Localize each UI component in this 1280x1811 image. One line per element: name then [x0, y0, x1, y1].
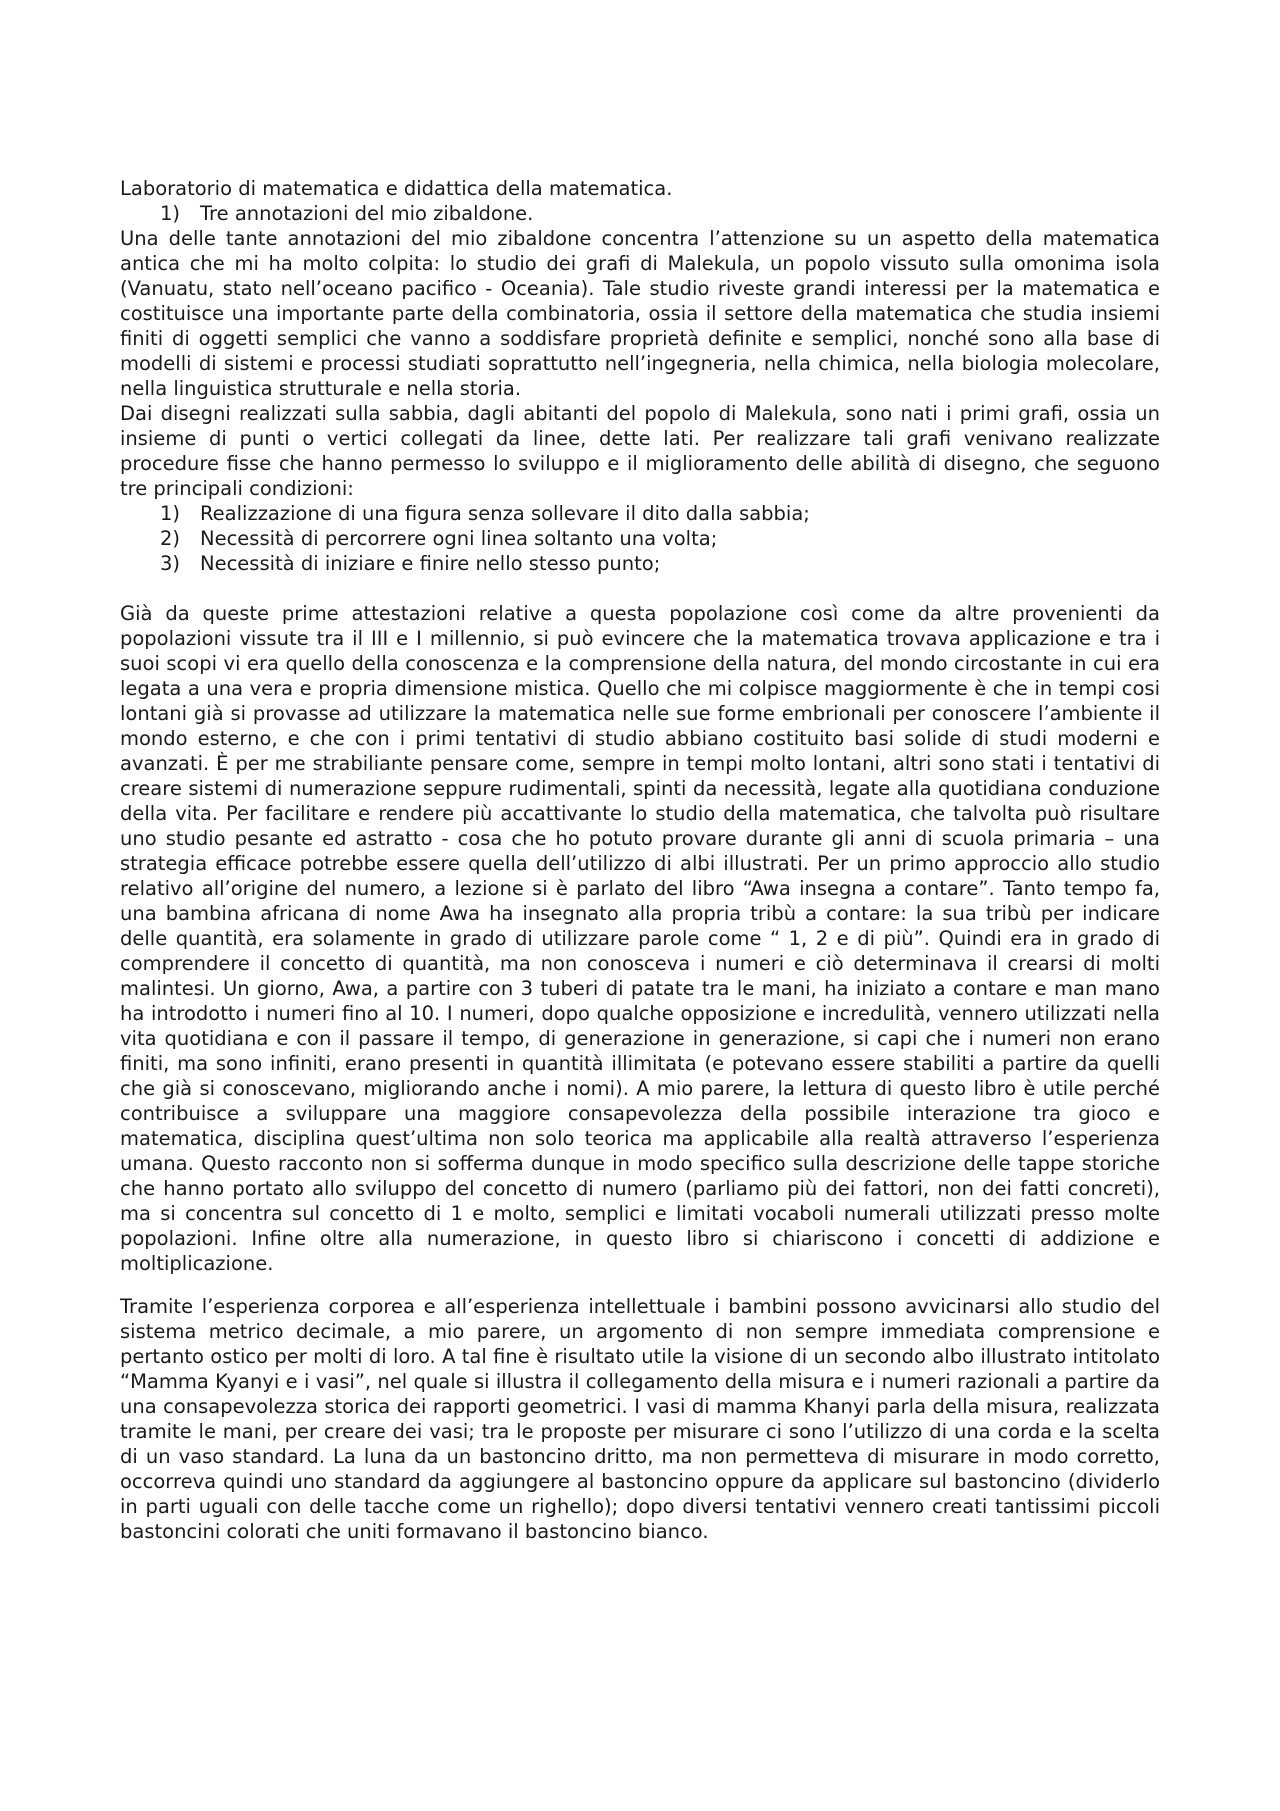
list-item-number: 3)	[160, 552, 181, 575]
paragraph-sand-drawings: Dai disegni realizzati sulla sabbia, dagli abitanti del popolo di Malekula, sono nati i primi grafi, ossia un insieme di punti o vertici collegati da linee, dette lati. Per realizzare tali grafi venivano realizzate procedure fisse che hanno permesso lo sviluppo e il miglioramento delle abilità di disegno, che seguono tre principali condizioni:	[120, 402, 1160, 500]
list-item-text: Necessità di iniziare e finire nello stesso punto;	[200, 552, 661, 575]
document-body	[120, 176, 1160, 1544]
paragraph-malekula-intro: Una delle tante annotazioni del mio zibaldone concentra l’attenzione su un aspetto della matematica antica che mi ha molto colpita: lo studio dei grafi di Malekula, un popolo vissuto sulla omonima isola (Vanuatu, stato nell’oceano pacifico - Oceania). Tale studio riveste grandi interessi per la matematica e costituisce una importante parte della combinatoria, ossia il settore della matematica che studia insiemi finiti di oggetti semplici che vanno a soddisfare proprietà definite e semplici, nonché sono alla base di modelli di sistemi e processi studiati soprattutto nell’ingegneria, nella chimica, nella biologia molecolare, nella linguistica strutturale e nella storia.	[120, 227, 1160, 400]
document-title: Laboratorio di matematica e didattica della matematica.	[120, 177, 673, 200]
list-item	[160, 526, 1160, 551]
section-number: 1)	[160, 202, 181, 225]
list-item-text: Necessità di percorrere ogni linea soltanto una volta;	[200, 527, 718, 550]
list-item-number: 2)	[160, 527, 181, 550]
section-heading	[120, 201, 1160, 226]
paragraph-khanyi-book: Tramite l’esperienza corporea e all’esperienza intellettuale i bambini possono avvicinarsi allo studio del sistema metrico decimale, a mio parere, un argomento di non sempre immediata comprensione e pertanto ostico per molti di loro. A tal fine è risultato utile la visione di un secondo albo illustrato intitolato “Mamma Kyanyi e i vasi”, nel quale si illustra il collegamento della misura e i numeri razionali a partire da una consapevolezza storica dei rapporti geometrici. I vasi di mamma Khanyi parla della misura, realizzata tramite le mani, per creare dei vasi; tra le proposte per misurare ci sono l’utilizzo di una corda e la scelta di un vaso standard. La luna da un bastoncino dritto, ma non permetteva di misurare in modo corretto, occorreva quindi uno standard da aggiungere al bastoncino oppure da applicare sul bastoncino (dividerlo in parti uguali con delle tacche come un righello); dopo diversi tentativi vennero creati tantissimi piccoli bastoncini colorati che uniti formavano il bastoncino bianco.	[120, 1295, 1160, 1543]
list-item	[160, 501, 1160, 526]
list-item	[160, 551, 1160, 576]
conditions-list	[120, 501, 1160, 576]
section-label: Tre annotazioni del mio zibaldone.	[200, 202, 534, 225]
list-item-number: 1)	[160, 502, 181, 525]
spacer	[120, 1276, 1160, 1294]
spacer	[120, 576, 1160, 601]
list-item-text: Realizzazione di una figura senza sollevare il dito dalla sabbia;	[200, 502, 810, 525]
paragraph-awa-book: Già da queste prime attestazioni relative a questa popolazione così come da altre provenienti da popolazioni vissute tra il III e I millennio, si può evincere che la matematica trovava applicazione e tra i suoi scopi vi era quello della conoscenza e la comprensione della natura, del mondo circostante in cui era legata a una vera e propria dimensione mistica. Quello che mi colpisce maggiormente è che in tempi cosi lontani già si provasse ad utilizzare la matematica nelle sue forme embrionali per conoscere l’ambiente il mondo esterno, e che con i primi tentativi di studio abbiano costituito basi solide di studi moderni e avanzati. È per me strabiliante pensare come, sempre in tempi molto lontani, altri sono stati i tentativi di creare sistemi di numerazione seppure rudimentali, spinti da necessità, legate alla quotidiana conduzione della vita. Per facilitare e rendere più accattivante lo studio della matematica, che talvolta può risultare uno studio pesante ed astratto - cosa che ho potuto provare durante gli anni di scuola primaria – una strategia efficace potrebbe essere quella dell’utilizzo di albi illustrati. Per un primo approccio allo studio relativo all’origine del numero, a lezione si è parlato del libro “Awa insegna a contare”. Tanto tempo fa, una bambina africana di nome Awa ha insegnato alla propria tribù a contare: la sua tribù per indicare delle quantità, era solamente in grado di utilizzare parole come “ 1, 2 e di più”. Quindi era in grado di comprendere il concetto di quantità, ma non conosceva i numeri e ciò determinava il crearsi di molti malintesi. Un giorno, Awa, a partire con 3 tuberi di patate tra le mani, ha iniziato a contare e man mano ha introdotto i numeri fino al 10. I numeri, dopo qualche opposizione e incredulità, vennero utilizzati nella vita quotidiana e con il passare il tempo, di generazione in generazione, si capi che i numeri non erano finiti, ma sono infiniti, erano presenti in quantità illimitata (e potevano essere stabiliti a partire da quelli che già si conoscevano, migliorando anche i nomi). A mio parere, la lettura di questo libro è utile perché contribuisce a sviluppare una maggiore consapevolezza della possibile interazione tra gioco e matematica, disciplina quest’ultima non solo teorica ma applicabile alla realtà attraverso l’esperienza umana. Questo racconto non si sofferma dunque in modo specifico sulla descrizione delle tappe storiche che hanno portato allo sviluppo del concetto di numero (parliamo più dei fattori, non dei fatti concreti), ma si concentra sul concetto di 1 e molto, semplici e limitati vocaboli numerali utilizzati presso molte popolazioni. Infine oltre alla numerazione, in questo libro si chiariscono i concetti di addizione e moltiplicazione.	[120, 602, 1160, 1275]
